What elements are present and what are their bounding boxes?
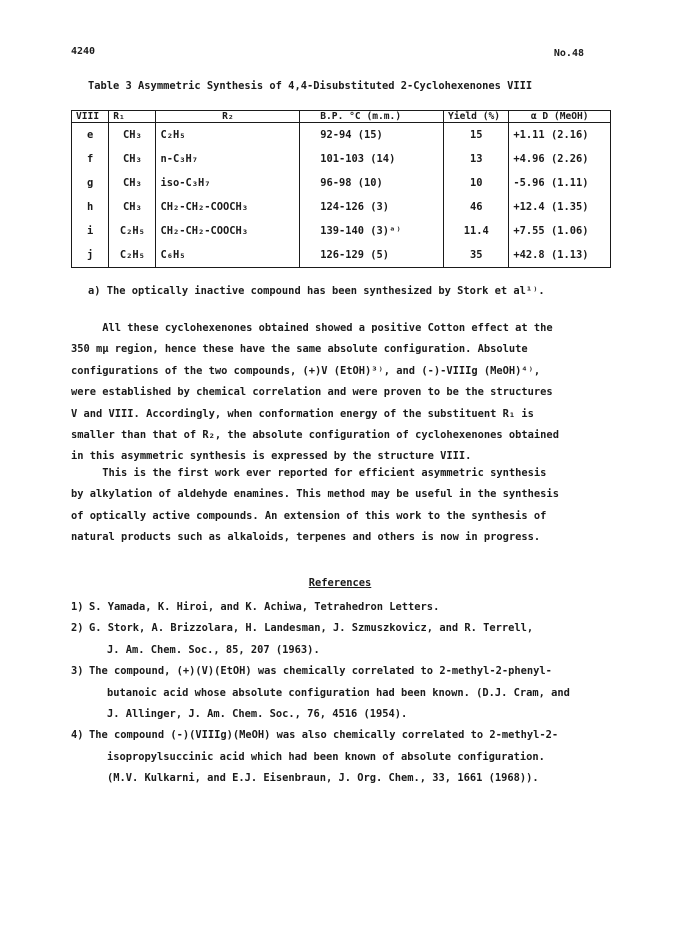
page-number: 4240	[71, 46, 96, 57]
cell-yield: 10	[444, 171, 509, 195]
cell-r1: CH₃	[109, 123, 156, 148]
cell-viii: i	[72, 219, 109, 243]
cell-r2: iso-C₃H₇	[156, 171, 300, 195]
col-header-r2: R₂	[156, 111, 300, 123]
cell-bp: 124-126 (3)	[300, 195, 444, 219]
cell-r1: CH₃	[109, 147, 156, 171]
cell-bp: 126-129 (5)	[300, 243, 444, 268]
reference-number: 3)	[71, 665, 84, 678]
text-line: were established by chemical correlation and were proven to be the structures	[71, 386, 553, 399]
text-line: in this asymmetric synthesis is expressed by the structure VIII.	[71, 450, 472, 463]
text-line: V and VIII. Accordingly, when conformation energy of the substituent R₁ is	[71, 407, 534, 420]
reference-item	[71, 725, 631, 789]
cell-alpha: +7.55 (1.06)	[509, 219, 611, 243]
text-line: natural products such as alkaloids, terpenes and others is now in progress.	[71, 531, 541, 544]
cell-alpha: -5.96 (1.11)	[509, 171, 611, 195]
cell-r2: C₆H₅	[156, 243, 300, 268]
issue-number: No.48	[553, 48, 584, 59]
reference-item	[71, 597, 631, 618]
col-header-alpha: α D (MeOH)	[509, 111, 611, 123]
cell-r2: n-C₃H₇	[156, 147, 300, 171]
cell-yield: 13	[444, 147, 509, 171]
cell-viii: g	[72, 171, 109, 195]
col-header-r1: R₁	[109, 111, 156, 123]
cell-yield: 35	[444, 243, 509, 268]
reference-line: J. Allinger, J. Am. Chem. Soc., 76, 4516 (1954).	[107, 708, 408, 721]
table-footnote: a) The optically inactive compound has been synthesized by Stork et al¹⁾.	[88, 285, 545, 297]
text-line: of optically active compounds. An extension of this work to the synthesis of	[71, 509, 547, 522]
text-line: All these cyclohexenones obtained showed a positive Cotton effect at the	[71, 322, 553, 334]
text-line: smaller than that of R₂, the absolute configuration of cyclohexenones obtained	[71, 429, 559, 442]
text-line: 350 mμ region, hence these have the same absolute configuration. Absolute	[71, 343, 528, 356]
cell-r1: CH₃	[109, 195, 156, 219]
reference-line: G. Stork, A. Brizzolara, H. Landesman, J. Szmuszkovicz, and R. Terrell,	[89, 622, 534, 635]
reference-number: 4)	[71, 729, 84, 742]
reference-line: J. Am. Chem. Soc., 85, 207 (1963).	[107, 643, 320, 656]
table-row	[72, 171, 611, 195]
cell-r1: C₂H₅	[109, 219, 156, 243]
cell-bp: 139-140 (3)ᵃ⁾	[300, 219, 444, 243]
cell-bp: 101-103 (14)	[300, 147, 444, 171]
references-heading	[0, 577, 680, 589]
table-row	[72, 123, 611, 148]
text-line: by alkylation of aldehyde enamines. This method may be useful in the synthesis	[71, 488, 559, 501]
cell-viii: e	[72, 123, 109, 148]
cell-r2: CH₂-CH₂-COOCH₃	[156, 195, 300, 219]
reference-line: isopropylsuccinic acid which had been known of absolute configuration.	[107, 750, 545, 763]
references-heading-text: References	[308, 577, 372, 589]
cell-alpha: +42.8 (1.13)	[509, 243, 611, 268]
cell-alpha: +12.4 (1.35)	[509, 195, 611, 219]
cell-viii: f	[72, 147, 109, 171]
cell-r2: CH₂-CH₂-COOCH₃	[156, 219, 300, 243]
cell-bp: 92-94 (15)	[300, 123, 444, 148]
results-table	[71, 110, 611, 268]
text-line: configurations of the two compounds, (+)V (EtOH)³⁾, and (-)-VIIIg (MeOH)⁴⁾,	[71, 364, 541, 377]
cell-yield: 46	[444, 195, 509, 219]
cell-r2: C₂H₅	[156, 123, 300, 148]
table-row	[72, 147, 611, 171]
table-header-row	[72, 111, 611, 123]
text-line: This is the first work ever reported for efficient asymmetric synthesis	[71, 467, 547, 479]
cell-r1: CH₃	[109, 171, 156, 195]
reference-line: S. Yamada, K. Hiroi, and K. Achiwa, Tetrahedron Letters.	[89, 601, 440, 613]
col-header-viii: VIII	[72, 111, 109, 123]
reference-item	[71, 661, 631, 725]
reference-item	[71, 618, 631, 661]
reference-number: 1)	[71, 601, 84, 613]
paragraph-conclusion	[71, 463, 611, 549]
cell-alpha: +4.96 (2.26)	[509, 147, 611, 171]
table-row	[72, 219, 611, 243]
col-header-bp: B.P. °C (m.m.)	[300, 111, 444, 123]
table-row	[72, 195, 611, 219]
reference-line: The compound, (+)(V)(EtOH) was chemically correlated to 2-methyl-2-phenyl-	[89, 665, 552, 678]
cell-bp: 96-98 (10)	[300, 171, 444, 195]
reference-line: The compound (-)(VIIIg)(MeOH) was also chemically correlated to 2-methyl-2-	[89, 729, 559, 742]
paragraph-cotton-effect	[71, 318, 611, 468]
cell-yield: 15	[444, 123, 509, 148]
table-row	[72, 243, 611, 268]
col-header-yield: Yield (%)	[444, 111, 509, 123]
cell-r1: C₂H₅	[109, 243, 156, 268]
reference-line: butanoic acid whose absolute configuration had been known. (D.J. Cram, and	[107, 686, 570, 699]
cell-viii: h	[72, 195, 109, 219]
table-caption: Table 3 Asymmetric Synthesis of 4,4-Disubstituted 2-Cyclohexenones VIII	[88, 80, 533, 92]
cell-yield: 11.4	[444, 219, 509, 243]
reference-number: 2)	[71, 622, 84, 635]
reference-line: (M.V. Kulkarni, and E.J. Eisenbraun, J. Org. Chem., 33, 1661 (1968)).	[107, 772, 539, 785]
cell-alpha: +1.11 (2.16)	[509, 123, 611, 148]
references-list	[71, 597, 631, 790]
cell-viii: j	[72, 243, 109, 268]
